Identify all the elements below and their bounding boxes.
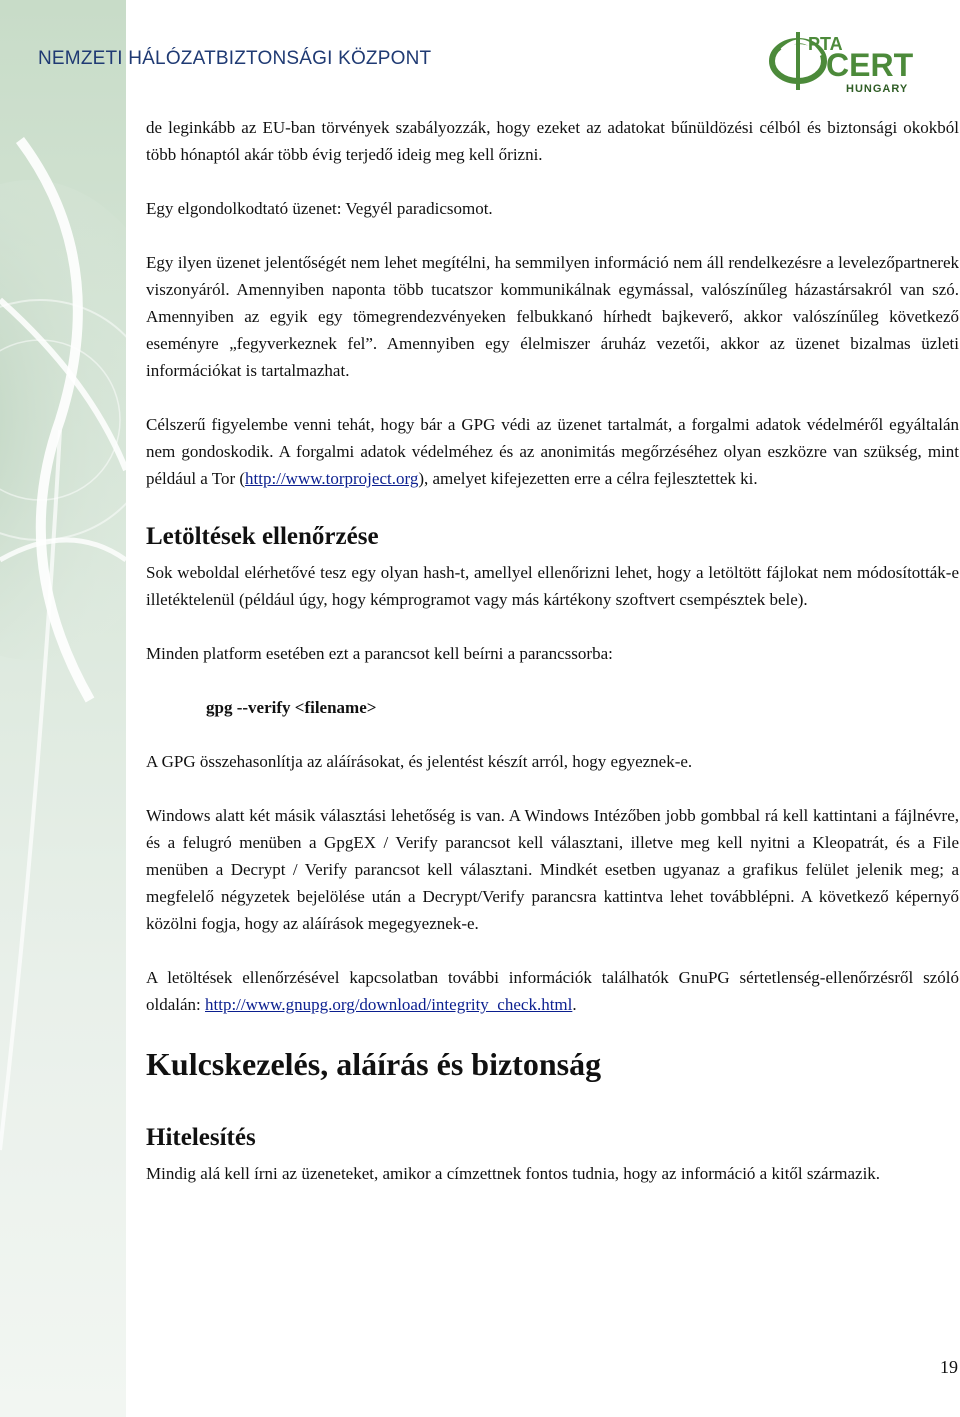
paragraph: Mindig alá kell írni az üzeneteket, amikor a címzettnek fontos tudnia, hogy az információ a kitől származik. <box>146 1164 881 1183</box>
paragraph: Minden platform esetében ezt a parancsot kell beírni a parancssorba: <box>146 644 613 663</box>
paragraph: Windows alatt két másik választási lehetőség is van. A Windows Intézőben jobb gombbal rá kell kattintani a fájlnévre, és a felugró menüben a GpgEX / Verify parancsot kell választani, illetve meg kell nyitni a Kleopatrát, és a File menüben a Decrypt / Verify parancsot kell választani. Mindkét esetben ugyanaz a grafikus felület jelenik meg; a megfelelő négyzetek bejelölése után a Decrypt/Verify parancsra kattintva lehet továbblépni. A következő képernyő közölni fogja, hogy az aláírások megegyeznek-e. <box>146 806 959 933</box>
logo-top-text: PTA <box>808 34 843 54</box>
paragraph-text: . <box>572 995 577 1014</box>
paragraph-text: ), amelyet kifejezetten erre a célra fejlesztettek ki. <box>418 469 758 488</box>
paragraph-text: A letöltések ellenőrzésével kapcsolatban további információk találhatók GnuPG sértetlenség-ellenőrzésről szóló oldalán: <box>146 968 959 1014</box>
paragraph-text: Célszerű figyelembe venni tehát, hogy bár a GPG védi az üzenet tartalmát, a forgalmi adatok védelméről egyáltalán nem gondoskodik. A forgalmi adatok védelméhez és az anonimitás megőrzéséhez olyan eszközre van szükség, mint például a Tor ( <box>146 415 959 488</box>
paragraph: Sok weboldal elérhetővé tesz egy olyan hash-t, amellyel ellenőrizni lehet, hogy a letöltött fájlokat nem módosították-e illetéktelenül (például úgy, hogy kémprogramot vagy más kártékony szoftvert csempésztek bele). <box>146 563 959 609</box>
page-content <box>146 114 959 1187</box>
header-title: NEMZETI HÁLÓZATBIZTONSÁGI KÖZPONT <box>38 48 432 69</box>
paragraph-gnupg <box>146 964 959 1018</box>
section-heading-downloads: Letöltések ellenőrzése <box>146 523 379 550</box>
logo-sub-text: HUNGARY <box>846 83 909 95</box>
gnupg-link[interactable]: http://www.gnupg.org/download/integrity_check.html <box>205 995 573 1014</box>
paragraph: Egy elgondolkodtató üzenet: Vegyél paradicsomot. <box>146 199 493 218</box>
page-number: 19 <box>940 1357 958 1377</box>
logo-main-text: CERT <box>826 47 914 83</box>
command-snippet: gpg --verify <filename> <box>206 698 377 717</box>
subsection-heading-auth: Hitelesítés <box>146 1124 256 1151</box>
paragraph: A GPG összehasonlítja az aláírásokat, és jelentést készít arról, hogy egyeznek-e. <box>146 752 693 771</box>
section-heading-keys: Kulcskezelés, aláírás és biztonság <box>146 1046 602 1082</box>
pta-cert-logo <box>768 28 950 98</box>
decorative-sidebar-globe <box>0 0 126 1417</box>
paragraph-tor <box>146 411 959 492</box>
tor-link[interactable]: http://www.torproject.org <box>245 469 419 488</box>
paragraph: de leginkább az EU-ban törvények szabályozzák, hogy ezeket az adatokat bűnüldözési célból és biztonsági okokból több hónaptól akár több évig terjedő ideig meg kell őrizni. <box>146 118 959 164</box>
paragraph: Egy ilyen üzenet jelentőségét nem lehet megítélni, ha semmilyen információ nem áll rendelkezésre a levelezőpartnerek viszonyáról. Amennyiben naponta több tucatszor kommunikálnak egymással, valószínűleg házastársakról van szó. Amennyiben az egyik egy tömegrendezvényeken felbukkanó hírhedt bajkeverő, akkor valószínűleg következő eseményre „fegyverkeznek fel”. Amennyiben egy élelmiszer áruház vezetői, akkor az üzenet bizalmas üzleti információkat is tartalmazhat. <box>146 253 959 380</box>
